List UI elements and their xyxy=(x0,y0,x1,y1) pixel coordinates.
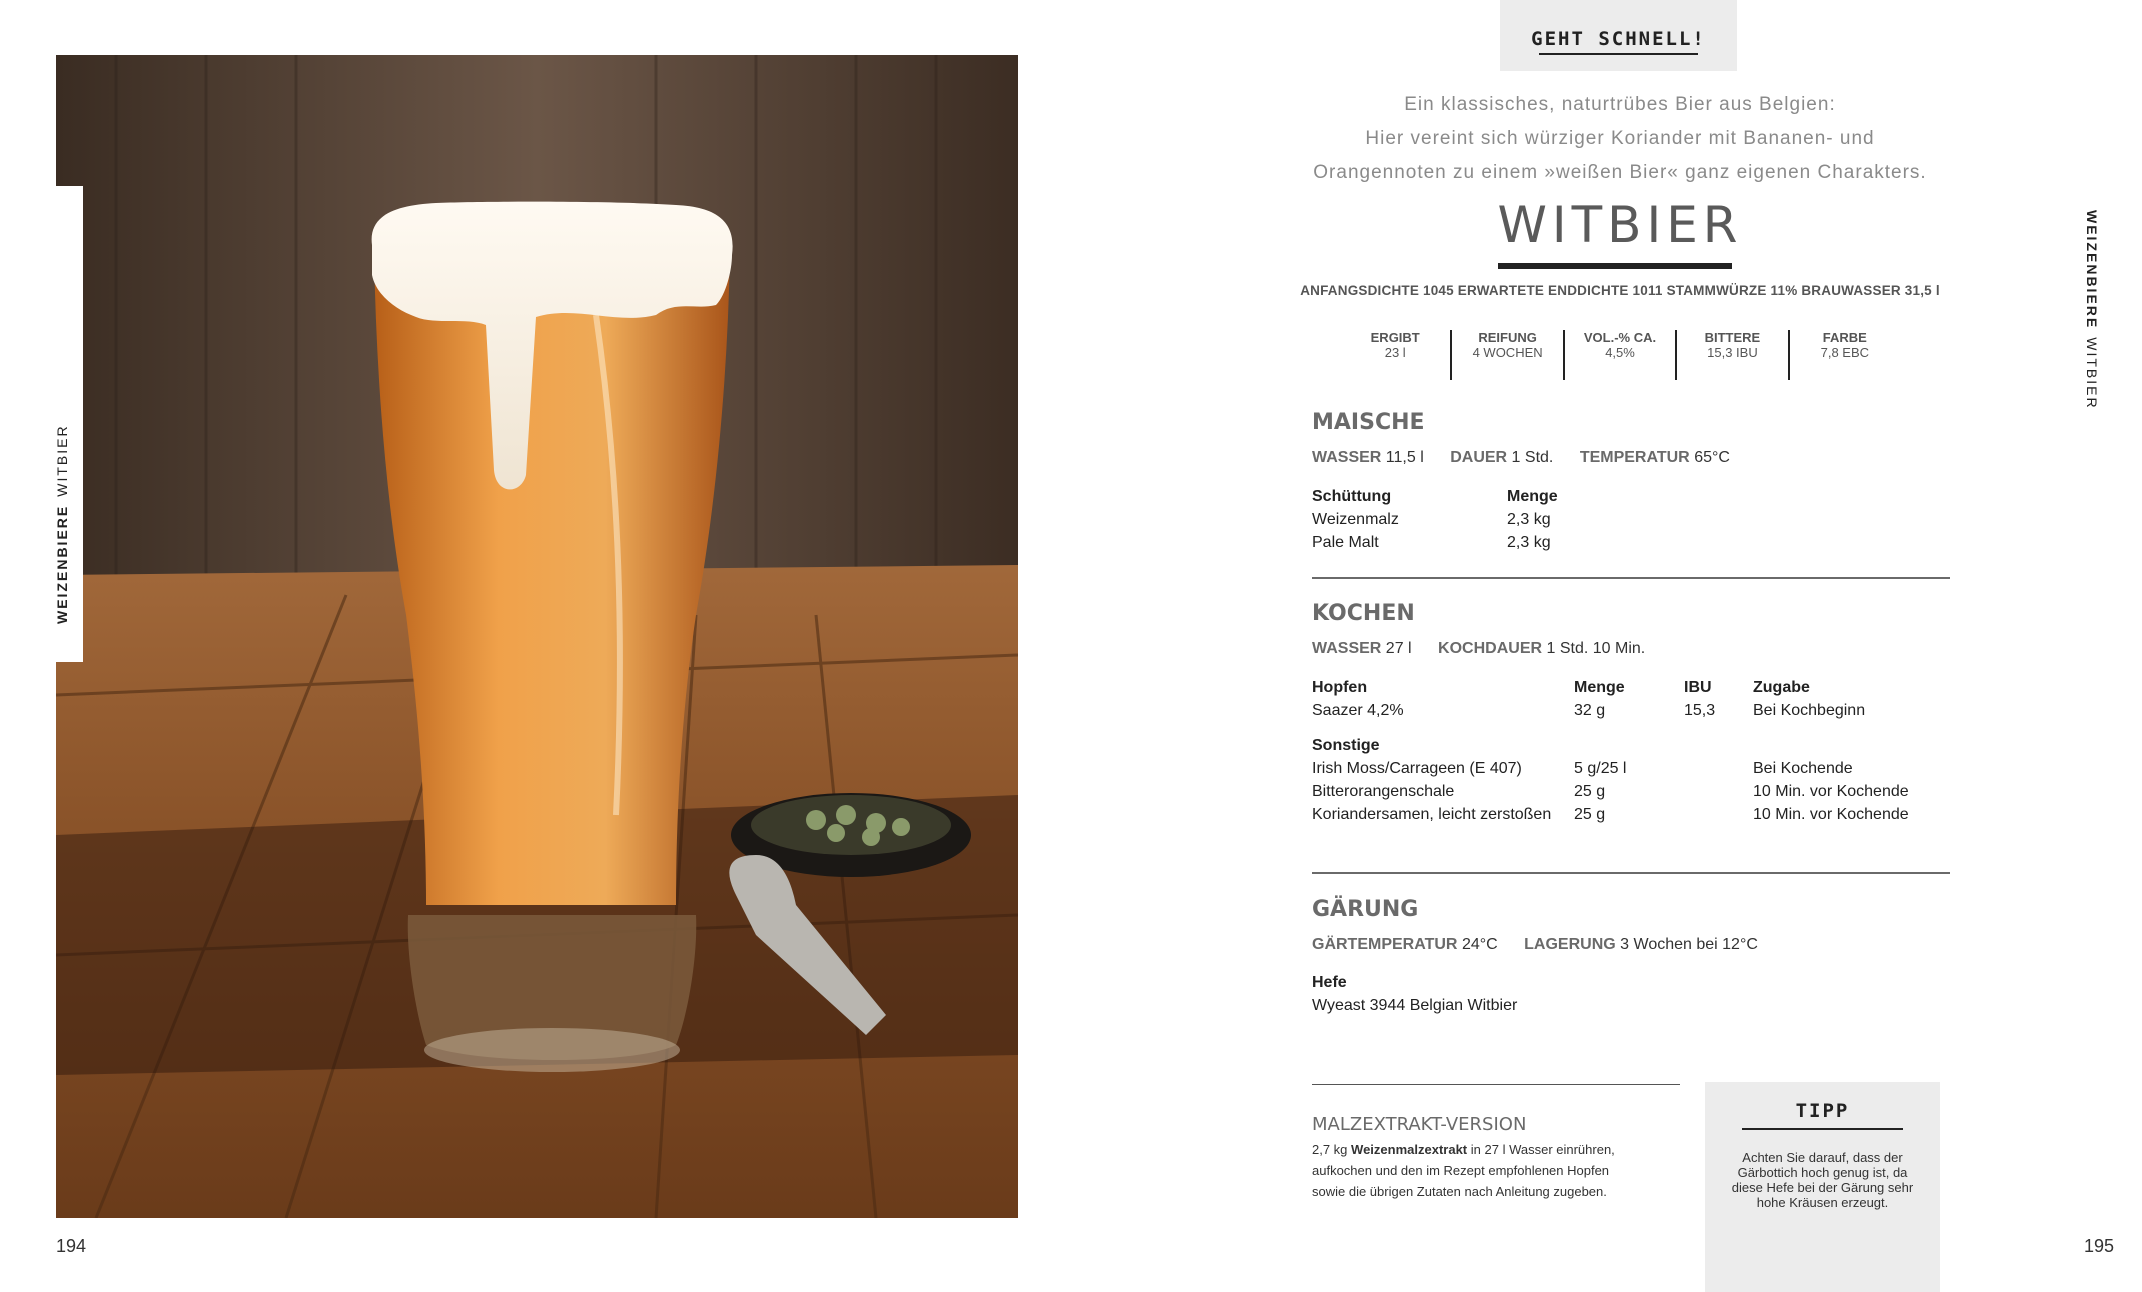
divider xyxy=(1312,577,1950,579)
recipe-specs: ANFANGSDICHTE 1045 ERWARTETE ENDDICHTE 1011 STAMMWÜRZE 11% BRAUWASSER 31,5 l xyxy=(1300,283,1940,298)
recipe-title: WITBIER xyxy=(1497,196,1743,254)
intro-line: Hier vereint sich würziger Koriander mit Bananen- und xyxy=(1365,128,1875,149)
table-row: Saazer 4,2% 32 g 15,3 Bei Kochbeginn xyxy=(1312,702,1866,719)
maische-params: WASSER 11,5 l DAUER 1 Std. TEMPERATUR 65°C xyxy=(1312,449,1730,466)
kochen-table: Hopfen Menge IBU Zugabe Saazer 4,2% 32 g 15,3 Bei Kochbeginn Sonstige Irish Moss/Carrageen (E 407) 5 g/25 l Bei Kochende Bitterorangenschale 25 g 10 Min. vor Kochende Koriandersamen, leicht zerstoßen 25 g 10 Min. vor Kochende xyxy=(1312,676,1932,826)
side-label-recipe: WITBIER xyxy=(2084,337,2100,410)
side-label-section: WEIZENBIERE xyxy=(2084,210,2100,330)
intro-line: Ein klassisches, naturtrübes Bier aus Belgien: xyxy=(1404,94,1836,115)
quick-badge xyxy=(1500,0,1737,71)
table-row: Irish Moss/Carrageen (E 407) 5 g/25 l Bei Kochende xyxy=(1312,760,1853,777)
table-row: Weizenmalz 2,3 kg xyxy=(1312,511,1551,528)
page-number-right: 195 xyxy=(2084,1236,2115,1256)
side-tab-left xyxy=(53,186,83,662)
stats-row xyxy=(1340,330,1900,380)
table-row: Pale Malt 2,3 kg xyxy=(1312,534,1551,551)
page-number-left: 194 xyxy=(56,1236,87,1256)
stat-abv: VOL.-% CA. 4,5% xyxy=(1565,330,1677,380)
stat-maturation: REIFUNG 4 WOCHEN xyxy=(1452,330,1564,380)
stat-bitterness: BITTERE 15,3 IBU xyxy=(1677,330,1789,380)
beer-photo xyxy=(53,55,1018,1218)
table-row: Bitterorangenschale 25 g 10 Min. vor Kochende xyxy=(1312,783,1909,800)
malzextrakt-text: 2,7 kg Weizenmalzextrakt in 27 l Wasser einrühren, aufkochen und den im Rezept empfohlenen Hopfen sowie die übrigen Zutaten nach Anleitung zugeben. xyxy=(1312,1142,1615,1199)
yeast-block: Hefe Wyeast 3944 Belgian Witbier xyxy=(1312,974,1518,1014)
table-row: Koriandersamen, leicht zerstoßen 25 g 10 Min. vor Kochende xyxy=(1312,806,1909,823)
section-heading-kochen: KOCHEN xyxy=(1312,601,1415,626)
divider xyxy=(1312,1084,1680,1085)
section-heading-maische: MAISCHE xyxy=(1312,410,1425,435)
stat-yield: ERGIBT 23 l xyxy=(1340,330,1452,380)
intro-text xyxy=(1300,88,1940,190)
tip-heading: TIPP xyxy=(1795,1100,1850,1122)
stat-color: FARBE 7,8 EBC xyxy=(1820,330,1870,360)
tip-text: Achten Sie darauf, dass der Gärbottich hoch genug ist, da diese Hefe bei der Gärung sehr hohe Kräusen erzeugt. xyxy=(1731,1150,1914,1210)
title-underline xyxy=(1498,263,1732,269)
intro-line: Orangennoten zu einem »weißen Bier« ganz eigenen Charakters. xyxy=(1313,162,1927,183)
kochen-params: WASSER 27 l KOCHDAUER 1 Std. 10 Min. xyxy=(1312,640,1646,657)
tip-box xyxy=(1705,1082,1940,1292)
side-tab-right xyxy=(2076,200,2106,430)
malzextrakt-heading: MALZEXTRAKT-VERSION xyxy=(1312,1114,1527,1135)
divider xyxy=(1312,872,1950,874)
gaerung-params: GÄRTEMPERATUR 24°C LAGERUNG 3 Wochen bei 12°C xyxy=(1312,936,1758,953)
maische-table: Schüttung Menge Weizenmalz 2,3 kg Pale Malt 2,3 kg xyxy=(1312,485,1712,554)
side-label-recipe: WITBIER xyxy=(53,424,70,497)
quick-badge-label: GEHT SCHNELL! xyxy=(1531,28,1706,50)
section-heading-gaerung: GÄRUNG xyxy=(1312,897,1419,922)
side-label-section: WEIZENBIERE xyxy=(53,504,70,624)
